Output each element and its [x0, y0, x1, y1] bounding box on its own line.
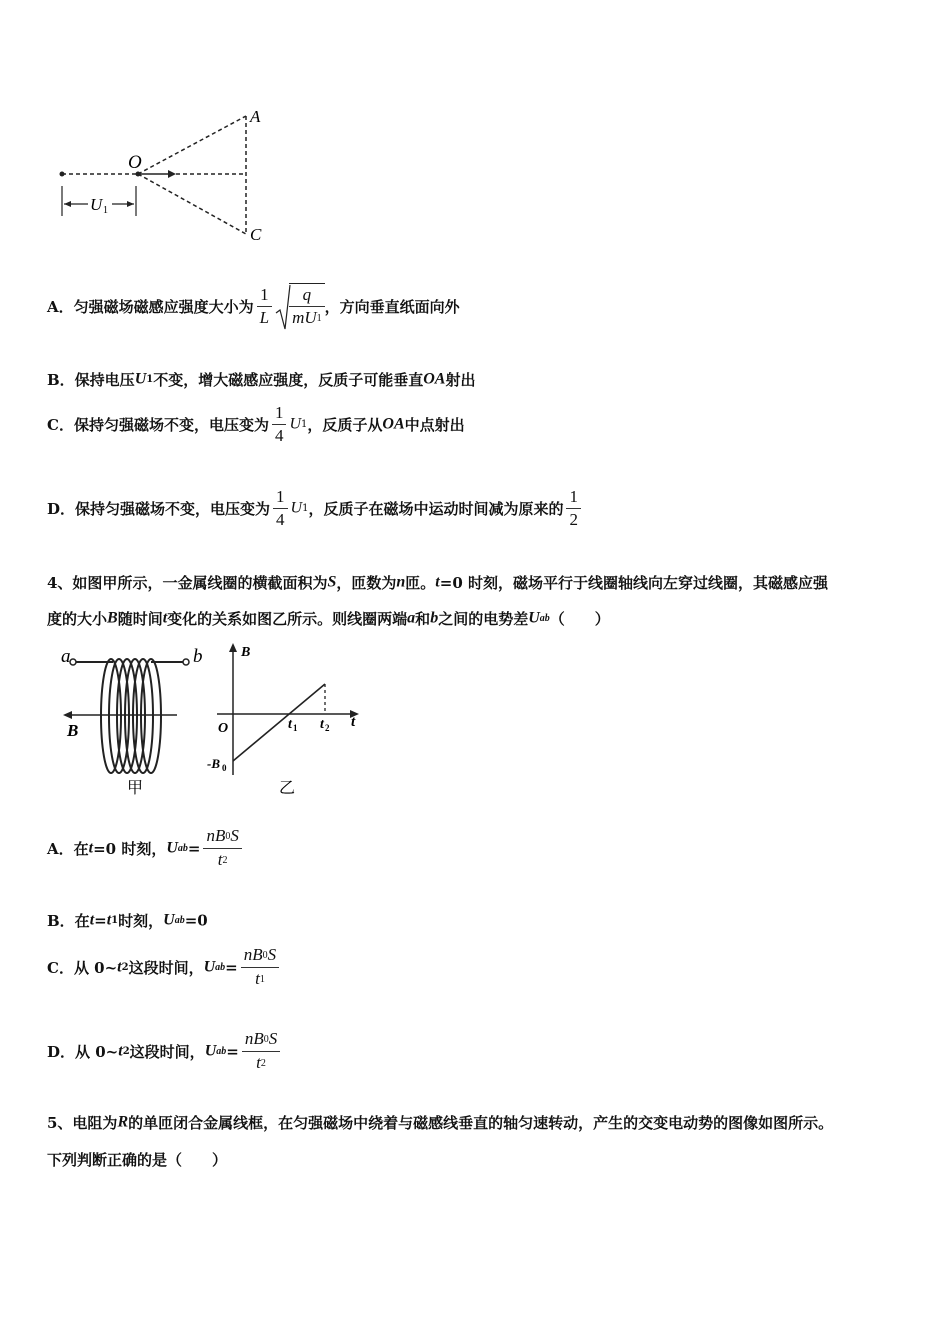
coil-label-field: B — [67, 721, 79, 740]
svg-text:1: 1 — [293, 723, 298, 733]
option-a[interactable]: A．匀强磁场磁感应强度大小为 $\frac{1}{L}$ $\frac{q}{mU1}$ ，方向垂直纸面向外 — [47, 283, 460, 330]
t1-label: t — [288, 717, 292, 732]
coil-label-a: a — [61, 646, 71, 667]
caption-left: 甲 — [127, 780, 144, 797]
figure-particle-field — [50, 100, 280, 250]
q4-option-b[interactable]: B．在t=t1时刻，Uab=0 — [47, 911, 208, 930]
label-o: O — [128, 152, 142, 173]
axis-label-t: t — [351, 714, 356, 730]
q4-option-c[interactable]: C．从 0~t2这段时间，Uab= $\frac{nB0S}{t1}$ — [47, 944, 282, 991]
option-d[interactable]: D．保持匀强磁场不变，电压变为 $\frac{1}{4}$ U1，反质子在磁场中运动时间减为原来的 $\frac{1}{2}$ — [47, 486, 584, 531]
neg-b0-label: -B — [207, 756, 220, 771]
question-4-line-1: 4、如图甲所示，一金属线圈的横截面积为S，匝数为n匝。t=0 时刻，磁场平行于线圈轴线向左穿过线圈，其磁感应强 — [47, 573, 828, 592]
option-c[interactable]: C．保持匀强磁场不变，电压变为 $\frac{1}{4}$ U1，反质子从OA中点射出 — [47, 403, 465, 445]
label-u-sub: 1 — [103, 205, 108, 216]
question-5-line-1: 5、电阻为R的单匝闭合金属线框，在匀强磁场中绕着与磁感线垂直的轴匀速转动，产生的交变电动势的图像如图所示。 — [47, 1113, 834, 1132]
sqrt-expression: $\frac{q}{mU1}$ — [275, 283, 325, 330]
svg-text:2: 2 — [325, 723, 330, 733]
label-a: A — [250, 107, 261, 126]
line-oa — [138, 116, 246, 174]
figure-coil-and-graph — [55, 640, 375, 805]
coil — [75, 659, 183, 773]
axis-label-b: B — [241, 645, 251, 660]
label-c: C — [250, 225, 262, 244]
question-5-line-2: 下列判断正确的是（ ） — [47, 1151, 228, 1169]
option-b[interactable]: B．保持电压U1不变，增大磁感应强度，反质子可能垂直OA射出 — [47, 370, 476, 389]
coil-label-b: b — [193, 646, 203, 667]
question-4-line-2: 度的大小B随时间t变化的关系如图乙所示。则线圈两端a和b之间的电势差Uab（ ） — [47, 609, 610, 628]
caption-right: 乙 — [279, 780, 296, 797]
t2-label: t — [320, 717, 324, 732]
q4-option-a[interactable]: A．在t=0 时刻，Uab= $\frac{nB0S}{t2}$ — [47, 825, 245, 872]
line-oc — [138, 174, 246, 234]
q4-option-d[interactable]: D．从 0~t2这段时间，Uab= $\frac{nB0S}{t2}$ — [47, 1028, 283, 1075]
svg-text:0: 0 — [222, 763, 227, 773]
b-line — [233, 684, 325, 761]
origin-label: O — [218, 721, 229, 736]
label-u: U — [90, 195, 103, 214]
